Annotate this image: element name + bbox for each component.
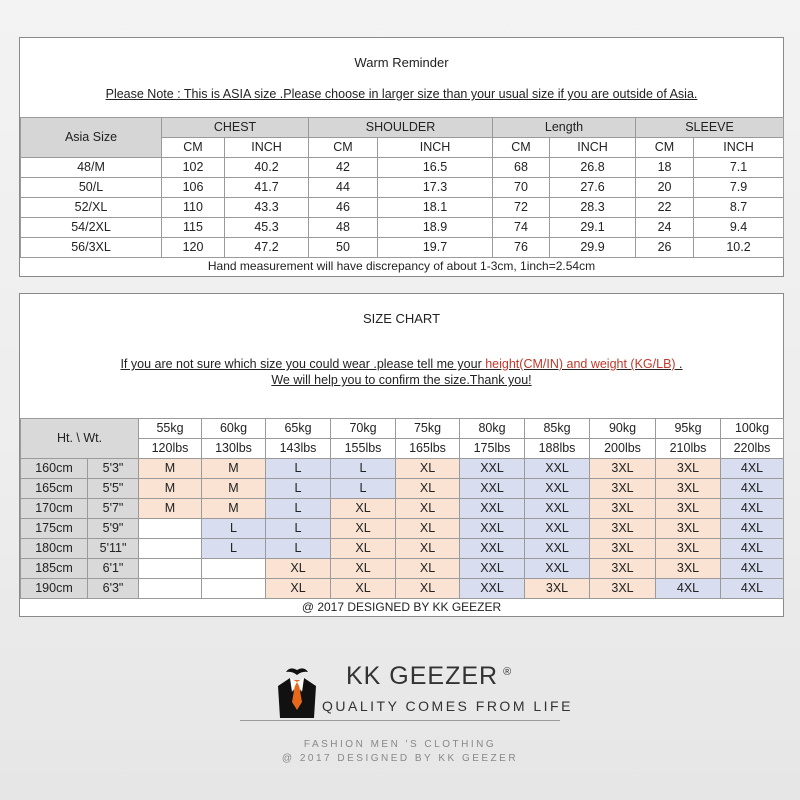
measurement-cell: 17.3 bbox=[378, 178, 493, 198]
size-cell: XL bbox=[396, 459, 460, 479]
size-cell: XL bbox=[396, 559, 460, 579]
size-cell: 3XL bbox=[590, 539, 656, 559]
length-header: Length bbox=[493, 118, 636, 138]
height-ft-cell: 5'3" bbox=[88, 459, 139, 479]
unit-inch: INCH bbox=[378, 138, 493, 158]
size-cell: 4XL bbox=[721, 519, 784, 539]
size-cell bbox=[202, 579, 266, 599]
measurement-cell: 18.1 bbox=[378, 198, 493, 218]
height-ft-cell: 5'9" bbox=[88, 519, 139, 539]
size-cell: L bbox=[266, 479, 331, 499]
size-cell: XL bbox=[396, 579, 460, 599]
height-ft-cell: 5'7" bbox=[88, 499, 139, 519]
measurement-cell: 68 bbox=[493, 158, 550, 178]
weight-kg-header: 100kg bbox=[721, 419, 784, 439]
unit-cm: CM bbox=[309, 138, 378, 158]
size-cell: 3XL bbox=[590, 579, 656, 599]
size-cell: 4XL bbox=[721, 479, 784, 499]
size-cell: 4XL bbox=[721, 539, 784, 559]
height-cm-cell: 160cm bbox=[21, 459, 88, 479]
measurement-cell: 9.4 bbox=[694, 218, 784, 238]
size-cell: XL bbox=[331, 499, 396, 519]
size-cell: XL bbox=[396, 539, 460, 559]
measurement-cell: 7.9 bbox=[694, 178, 784, 198]
size-cell: XL bbox=[331, 559, 396, 579]
size-cell: XXL bbox=[460, 519, 525, 539]
measurement-cell: 29.9 bbox=[550, 238, 636, 258]
size-cell: XXL bbox=[525, 519, 590, 539]
weight-lbs-header: 143lbs bbox=[266, 439, 331, 459]
size-help-note bbox=[20, 357, 783, 371]
sleeve-header: SLEEVE bbox=[636, 118, 784, 138]
measurement-cell: 10.2 bbox=[694, 238, 784, 258]
size-cell: XL bbox=[396, 519, 460, 539]
shoulder-header: SHOULDER bbox=[309, 118, 493, 138]
measurement-cell: 45.3 bbox=[225, 218, 309, 238]
height-cm-cell: 180cm bbox=[21, 539, 88, 559]
weight-lbs-header: 155lbs bbox=[331, 439, 396, 459]
measurement-cell: 40.2 bbox=[225, 158, 309, 178]
size-help-note-highlight: height(CM/IN) and weight (KG/LB) bbox=[485, 357, 676, 371]
size-cell: 3XL bbox=[590, 519, 656, 539]
measurement-cell: 74 bbox=[493, 218, 550, 238]
ht-wt-corner: Ht. \ Wt. bbox=[21, 419, 139, 459]
warm-reminder-title: Warm Reminder bbox=[354, 55, 449, 70]
size-cell: 3XL bbox=[656, 519, 721, 539]
size-cell: XL bbox=[331, 579, 396, 599]
size-cell: L bbox=[266, 499, 331, 519]
size-cell: 4XL bbox=[721, 579, 784, 599]
unit-cm: CM bbox=[636, 138, 694, 158]
size-cell: 3XL bbox=[590, 499, 656, 519]
size-cell: XL bbox=[331, 539, 396, 559]
measurement-table bbox=[20, 117, 784, 258]
size-cell: XXL bbox=[460, 459, 525, 479]
size-cell bbox=[139, 519, 202, 539]
size-chart-panel bbox=[19, 293, 784, 617]
measurement-cell: 47.2 bbox=[225, 238, 309, 258]
weight-lbs-header: 188lbs bbox=[525, 439, 590, 459]
height-cm-cell: 165cm bbox=[21, 479, 88, 499]
size-cell: 3XL bbox=[656, 459, 721, 479]
size-cell: 4XL bbox=[656, 579, 721, 599]
measurement-cell: 72 bbox=[493, 198, 550, 218]
measurement-cell: 29.1 bbox=[550, 218, 636, 238]
size-cell: 3XL bbox=[656, 479, 721, 499]
brand-tagline: QUALITY COMES FROM LIFE bbox=[322, 698, 573, 714]
size-cell: 3XL bbox=[590, 459, 656, 479]
measurement-cell: 43.3 bbox=[225, 198, 309, 218]
height-cm-cell: 190cm bbox=[21, 579, 88, 599]
measurement-cell: 16.5 bbox=[378, 158, 493, 178]
measurement-cell: 19.7 bbox=[378, 238, 493, 258]
size-cell: L bbox=[266, 519, 331, 539]
size-cell: XXL bbox=[460, 579, 525, 599]
size-help-note-text: If you are not sure which size you could wear .please tell me your bbox=[120, 357, 486, 371]
measurement-footer: Hand measurement will have discrepancy of about 1-3cm, 1inch=2.54cm bbox=[207, 259, 596, 273]
weight-kg-header: 55kg bbox=[139, 419, 202, 439]
size-cell: XL bbox=[266, 559, 331, 579]
size-cell: L bbox=[202, 519, 266, 539]
warm-reminder-panel bbox=[19, 37, 784, 277]
size-cell: 3XL bbox=[590, 559, 656, 579]
size-chart-table bbox=[20, 418, 784, 599]
size-cell: XXL bbox=[525, 459, 590, 479]
size-cell: XXL bbox=[525, 559, 590, 579]
measurement-cell: 46 bbox=[309, 198, 378, 218]
size-cell: XXL bbox=[460, 539, 525, 559]
chest-header: CHEST bbox=[162, 118, 309, 138]
measurement-cell: 102 bbox=[162, 158, 225, 178]
size-cell: 3XL bbox=[656, 499, 721, 519]
weight-lbs-header: 175lbs bbox=[460, 439, 525, 459]
size-help-note-end: . bbox=[675, 357, 683, 371]
height-ft-cell: 6'3" bbox=[88, 579, 139, 599]
weight-kg-header: 75kg bbox=[396, 419, 460, 439]
size-cell bbox=[202, 559, 266, 579]
size-cell: M bbox=[139, 479, 202, 499]
size-cell: 3XL bbox=[590, 479, 656, 499]
measurement-cell: 115 bbox=[162, 218, 225, 238]
weight-lbs-header: 120lbs bbox=[139, 439, 202, 459]
size-cell: 3XL bbox=[525, 579, 590, 599]
measurement-cell: 22 bbox=[636, 198, 694, 218]
size-cell: XXL bbox=[460, 479, 525, 499]
brand-name-text: KK GEEZER bbox=[346, 662, 499, 690]
size-cell: L bbox=[266, 459, 331, 479]
size-cell: 4XL bbox=[721, 499, 784, 519]
size-cell: XXL bbox=[525, 539, 590, 559]
size-label-cell: 50/L bbox=[21, 178, 162, 198]
measurement-cell: 48 bbox=[309, 218, 378, 238]
measurement-cell: 24 bbox=[636, 218, 694, 238]
measurement-cell: 8.7 bbox=[694, 198, 784, 218]
brand-area bbox=[0, 640, 800, 800]
measurement-cell: 27.6 bbox=[550, 178, 636, 198]
size-label-cell: 56/3XL bbox=[21, 238, 162, 258]
registered-mark: ® bbox=[503, 665, 513, 678]
size-cell: L bbox=[202, 539, 266, 559]
size-chart-title: SIZE CHART bbox=[362, 311, 441, 326]
size-label-cell: 54/2XL bbox=[21, 218, 162, 238]
measurement-cell: 44 bbox=[309, 178, 378, 198]
size-cell: M bbox=[202, 479, 266, 499]
measurement-cell: 70 bbox=[493, 178, 550, 198]
size-help-note-line2: We will help you to confirm the size.Thank you! bbox=[271, 373, 532, 387]
height-ft-cell: 5'11" bbox=[88, 539, 139, 559]
size-cell: M bbox=[139, 499, 202, 519]
brand-name bbox=[346, 662, 512, 691]
asia-size-note: Please Note : This is ASIA size .Please choose in larger size than your usual size if you are outside of Asia. bbox=[105, 87, 698, 101]
height-cm-cell: 170cm bbox=[21, 499, 88, 519]
weight-kg-header: 90kg bbox=[590, 419, 656, 439]
weight-lbs-header: 200lbs bbox=[590, 439, 656, 459]
size-cell bbox=[139, 539, 202, 559]
weight-kg-header: 65kg bbox=[266, 419, 331, 439]
size-cell bbox=[139, 559, 202, 579]
weight-lbs-header: 210lbs bbox=[656, 439, 721, 459]
size-cell: XXL bbox=[525, 499, 590, 519]
size-cell: XL bbox=[396, 499, 460, 519]
height-cm-cell: 175cm bbox=[21, 519, 88, 539]
measurement-cell: 26 bbox=[636, 238, 694, 258]
size-cell: 3XL bbox=[656, 539, 721, 559]
measurement-cell: 120 bbox=[162, 238, 225, 258]
size-label-cell: 48/M bbox=[21, 158, 162, 178]
height-ft-cell: 5'5" bbox=[88, 479, 139, 499]
height-cm-cell: 185cm bbox=[21, 559, 88, 579]
measurement-cell: 18 bbox=[636, 158, 694, 178]
measurement-cell: 26.8 bbox=[550, 158, 636, 178]
size-cell: 4XL bbox=[721, 459, 784, 479]
size-cell: 4XL bbox=[721, 559, 784, 579]
size-cell: M bbox=[202, 459, 266, 479]
brand-subtitle: FASHION MEN 'S CLOTHING bbox=[303, 739, 497, 750]
size-cell: L bbox=[331, 479, 396, 499]
unit-inch: INCH bbox=[225, 138, 309, 158]
brand-copyright: @ 2017 DESIGNED BY KK GEEZER bbox=[281, 753, 519, 764]
gentleman-tie-logo-icon bbox=[276, 658, 318, 720]
measurement-cell: 42 bbox=[309, 158, 378, 178]
weight-lbs-header: 220lbs bbox=[721, 439, 784, 459]
size-cell: XL bbox=[396, 479, 460, 499]
measurement-cell: 41.7 bbox=[225, 178, 309, 198]
measurement-cell: 28.3 bbox=[550, 198, 636, 218]
measurement-cell: 18.9 bbox=[378, 218, 493, 238]
weight-kg-header: 85kg bbox=[525, 419, 590, 439]
unit-cm: CM bbox=[493, 138, 550, 158]
divider bbox=[240, 720, 560, 721]
measurement-cell: 20 bbox=[636, 178, 694, 198]
unit-cm: CM bbox=[162, 138, 225, 158]
size-cell: XXL bbox=[460, 499, 525, 519]
measurement-cell: 7.1 bbox=[694, 158, 784, 178]
size-cell: XL bbox=[266, 579, 331, 599]
weight-lbs-header: 130lbs bbox=[202, 439, 266, 459]
size-cell: M bbox=[139, 459, 202, 479]
weight-kg-header: 70kg bbox=[331, 419, 396, 439]
asia-size-header: Asia Size bbox=[21, 118, 162, 158]
height-ft-cell: 6'1" bbox=[88, 559, 139, 579]
measurement-cell: 76 bbox=[493, 238, 550, 258]
size-cell: L bbox=[331, 459, 396, 479]
size-label-cell: 52/XL bbox=[21, 198, 162, 218]
size-cell: XXL bbox=[460, 559, 525, 579]
size-chart-footer: @ 2017 DESIGNED BY KK GEEZER bbox=[301, 600, 502, 614]
weight-kg-header: 60kg bbox=[202, 419, 266, 439]
weight-lbs-header: 165lbs bbox=[396, 439, 460, 459]
unit-inch: INCH bbox=[694, 138, 784, 158]
size-cell: XXL bbox=[525, 479, 590, 499]
weight-kg-header: 80kg bbox=[460, 419, 525, 439]
weight-kg-header: 95kg bbox=[656, 419, 721, 439]
size-cell: L bbox=[266, 539, 331, 559]
measurement-cell: 110 bbox=[162, 198, 225, 218]
size-cell: XL bbox=[331, 519, 396, 539]
unit-inch: INCH bbox=[550, 138, 636, 158]
measurement-cell: 106 bbox=[162, 178, 225, 198]
size-cell: M bbox=[202, 499, 266, 519]
measurement-cell: 50 bbox=[309, 238, 378, 258]
size-cell: 3XL bbox=[656, 559, 721, 579]
size-cell bbox=[139, 579, 202, 599]
